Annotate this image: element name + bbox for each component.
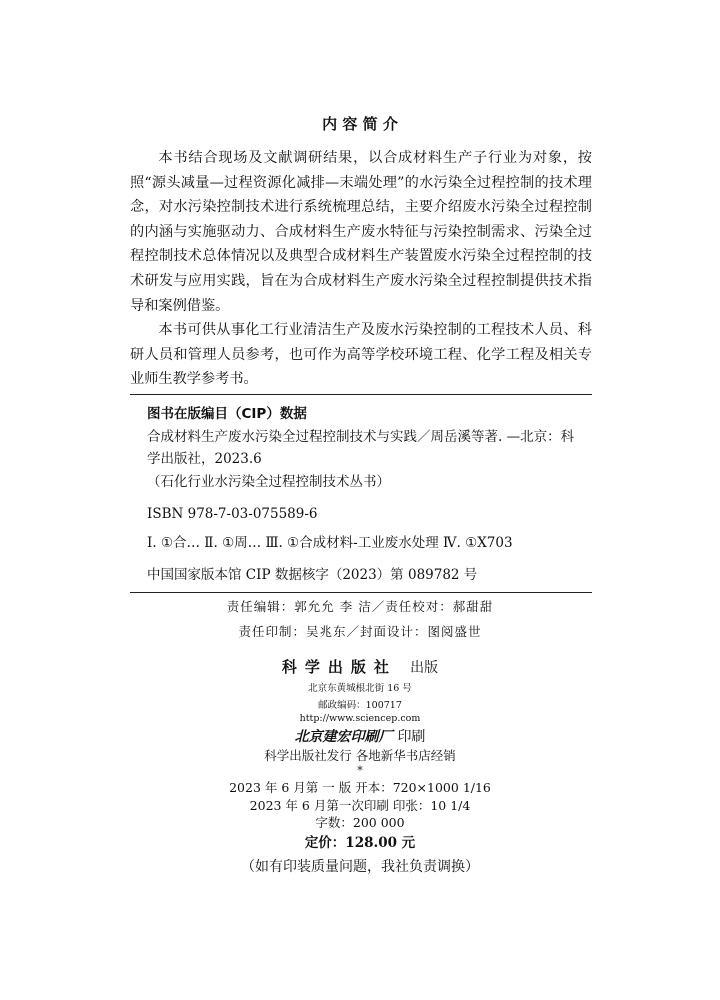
intro-paragraph: 本书结合现场及文献调研结果，以合成材料生产子行业为对象，按照“源头减量—过程资源化减排—末端处理”的水污染全过程控制的技术理念，对水污染控制技术进行系统梳理总结，主要介绍废水污染全过程控制的内涵与实施驱动力、合成材料生产废水特征与污染控制需求、污染全过程控制技术总体情况以及典型合成材料生产装置废水污染全过程控制的技术研发与应用实践，旨在为合成材料生产废水污染全过程控制提供技术指导和案例借鉴。 xyxy=(130,150,592,314)
intro-title: 内 容 简 介 xyxy=(322,115,398,133)
word-count: 字数：200 000 xyxy=(315,815,405,830)
intro-paragraph: 本书可供从事化工行业清洁生产及废水污染控制的工程技术人员、科研人员和管理人员参考，也可作为高等学校环境工程、化学工程及相关专业师生教学参考书。 xyxy=(130,322,592,388)
cip-classification: Ⅰ. ①合… Ⅱ. ①周… Ⅲ. ①合成材料-工业废水处理 Ⅳ. ①X703 xyxy=(147,535,513,551)
cip-top-rule xyxy=(130,394,592,395)
separator-star: * xyxy=(357,764,363,777)
staff-line-1: 责任编辑：郭允允 李 洁／责任校对：郝甜甜 xyxy=(226,599,494,614)
edition-line: 2023 年 6 月第 一 版 开本：720×1000 1/16 xyxy=(229,780,491,795)
publisher-name: 科学出版社 xyxy=(281,658,397,676)
publisher-suffix: 出版 xyxy=(410,660,439,676)
printer-suffix: 印刷 xyxy=(397,729,426,745)
cip-bottom-rule xyxy=(130,592,592,593)
staff-line-2: 责任印制：吴兆东／封面设计：图阅盛世 xyxy=(238,624,482,639)
cip-heading: 图书在版编目（CIP）数据 xyxy=(147,406,307,422)
intro-description xyxy=(130,146,592,392)
cip-number: 中国国家版本馆 CIP 数据核字（2023）第 089782 号 xyxy=(147,567,478,583)
price: 定价：128.00 元 xyxy=(304,835,416,851)
cip-book-line: 合成材料生产废水污染全过程控制技术与实践／周岳溪等著. —北京：科学出版社，2023.6 xyxy=(147,429,575,467)
publisher-line xyxy=(0,656,720,677)
printer-line xyxy=(0,726,720,746)
quality-note: （如有印装质量问题，我社负责调换） xyxy=(241,859,479,875)
distribution-line: 科学出版社发行 各地新华书店经销 xyxy=(264,748,456,763)
publisher-postcode: 邮政编码：100717 xyxy=(318,700,402,711)
publisher-address: 北京东黄城根北街 16 号 xyxy=(308,683,412,694)
cip-series: （石化行业水污染全过程控制技术丛书） xyxy=(147,474,390,490)
cip-isbn: ISBN 978-7-03-075589-6 xyxy=(147,506,318,522)
publisher-url: http://www.sciencep.com xyxy=(299,713,421,724)
print-line: 2023 年 6 月第一次印刷 印张：10 1/4 xyxy=(249,798,471,813)
printer-name: 北京建宏印刷厂 xyxy=(294,729,393,745)
